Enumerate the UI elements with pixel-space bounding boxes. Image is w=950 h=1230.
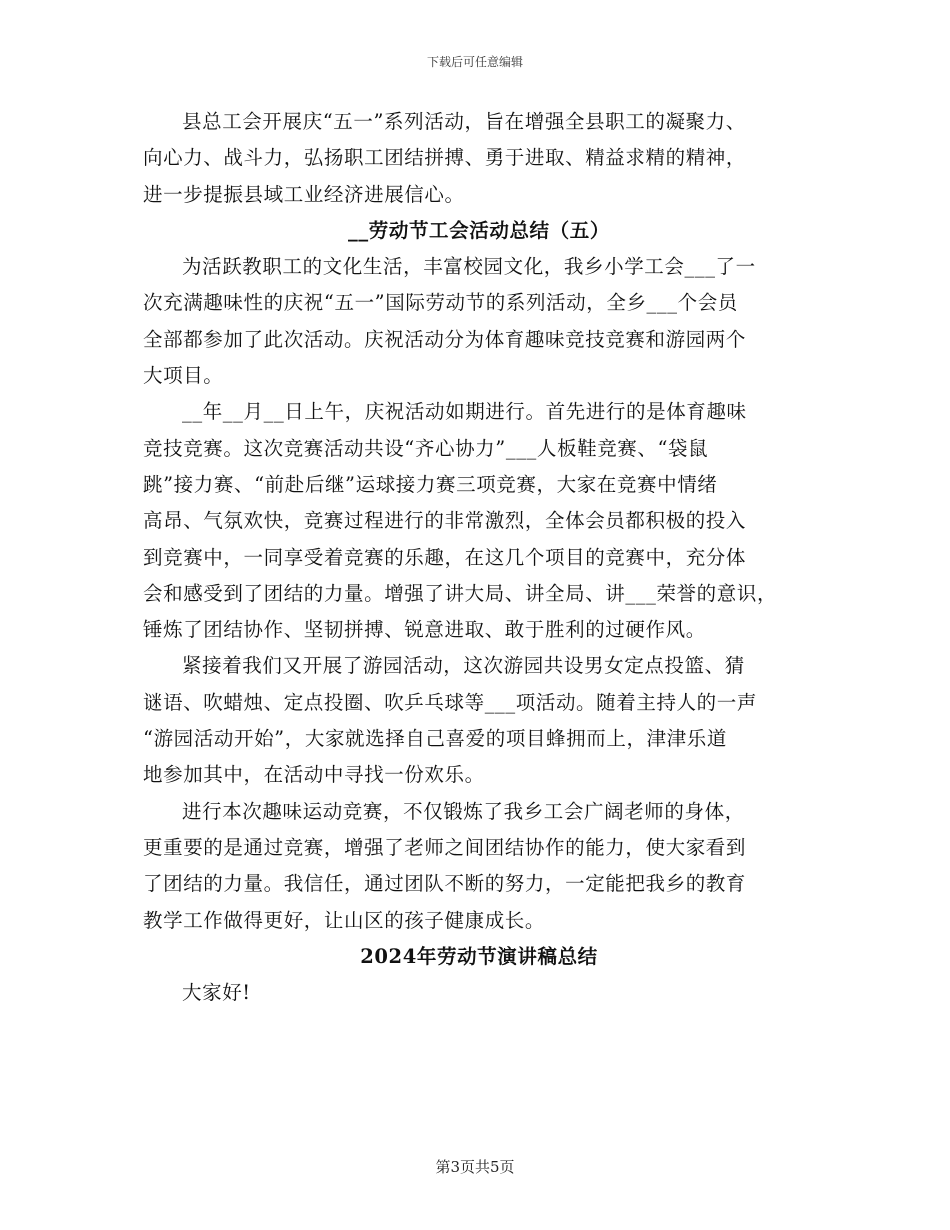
text-line: 锤炼了团结协作、坚韧拼搏、锐意进取、敢于胜利的过硬作风。 <box>143 618 706 642</box>
text-line: 全部都参加了此次活动。庆祝活动分为体育趣味竞技竞赛和游园两个 <box>143 327 747 351</box>
page-footer: 第3页共5页 <box>435 1158 515 1176</box>
paragraph <box>143 394 815 648</box>
paragraph <box>143 794 815 939</box>
paragraph <box>143 648 815 793</box>
text-line: 竞技竞赛。这次竞赛活动共设“齐心协力”___人板鞋竞赛、“袋鼠 <box>143 436 709 460</box>
text-line: 高昂、气氛欢快，竞赛过程进行的非常激烈，全体会员都积极的投入 <box>143 509 747 533</box>
text-line: 进行本次趣味运动竞赛，不仅锻炼了我乡工会广阔老师的身体， <box>182 799 745 823</box>
text-line: 进一步提振县域工业经济进展信心。 <box>143 182 465 206</box>
section-heading: 2024年劳动节演讲稿总结 <box>360 944 598 968</box>
section-heading: __劳动节工会活动总结（五） <box>348 218 610 242</box>
document-body <box>143 104 815 1011</box>
text-line: 向心力、战斗力，弘扬职工团结拼搏、勇于进取、精益求精的精神， <box>143 146 747 170</box>
text-line: 县总工会开展庆“五一”系列活动，旨在增强全县职工的凝聚力、 <box>182 110 746 133</box>
text-line: __年__月__日上午，庆祝活动如期进行。首先进行的是体育趣味 <box>182 400 747 424</box>
text-line: “游园活动开始”，大家就选择自己喜爱的项目蜂拥而上，津津乐道 <box>143 727 727 751</box>
text-line: 为活跃教职工的文化生活，丰富校园文化，我乡小学工会___了一 <box>182 255 756 279</box>
text-line: 到竞赛中，一同享受着竞赛的乐趣，在这几个项目的竞赛中，充分体 <box>143 545 747 569</box>
paragraph <box>143 104 815 213</box>
text-line: 教学工作做得更好，让山区的孩子健康成长。 <box>143 908 546 932</box>
text-line: 紧接着我们又开展了游园活动，这次游园共设男女定点投篮、猜 <box>182 654 745 678</box>
text-line: 谜语、吹蜡烛、定点投圈、吹乒乓球等___项活动。随着主持人的一声 <box>143 690 757 714</box>
text-line: 大家好! <box>182 981 251 1005</box>
text-line: 会和感受到了团结的力量。增强了讲大局、讲全局、讲___荣誉的意识， <box>143 581 778 605</box>
text-line: 次充满趣味性的庆祝“五一”国际劳动节的系列活动，全乡___个会员 <box>143 291 738 315</box>
page-header: 下载后可任意编辑 <box>426 55 523 69</box>
text-line: 更重要的是通过竞赛，增强了老师之间团结协作的能力，使大家看到 <box>143 835 747 859</box>
text-line: 地参加其中，在活动中寻找一份欢乐。 <box>143 763 485 787</box>
text-line: 了团结的力量。我信任，通过团队不断的努力，一定能把我乡的教育 <box>143 872 747 896</box>
paragraph <box>143 249 815 394</box>
text-line: 大项目。 <box>143 364 224 388</box>
paragraph <box>143 975 815 1011</box>
text-line: 跳”接力赛、“前赴后继”运球接力赛三项竞赛，大家在竞赛中情绪 <box>143 472 718 496</box>
